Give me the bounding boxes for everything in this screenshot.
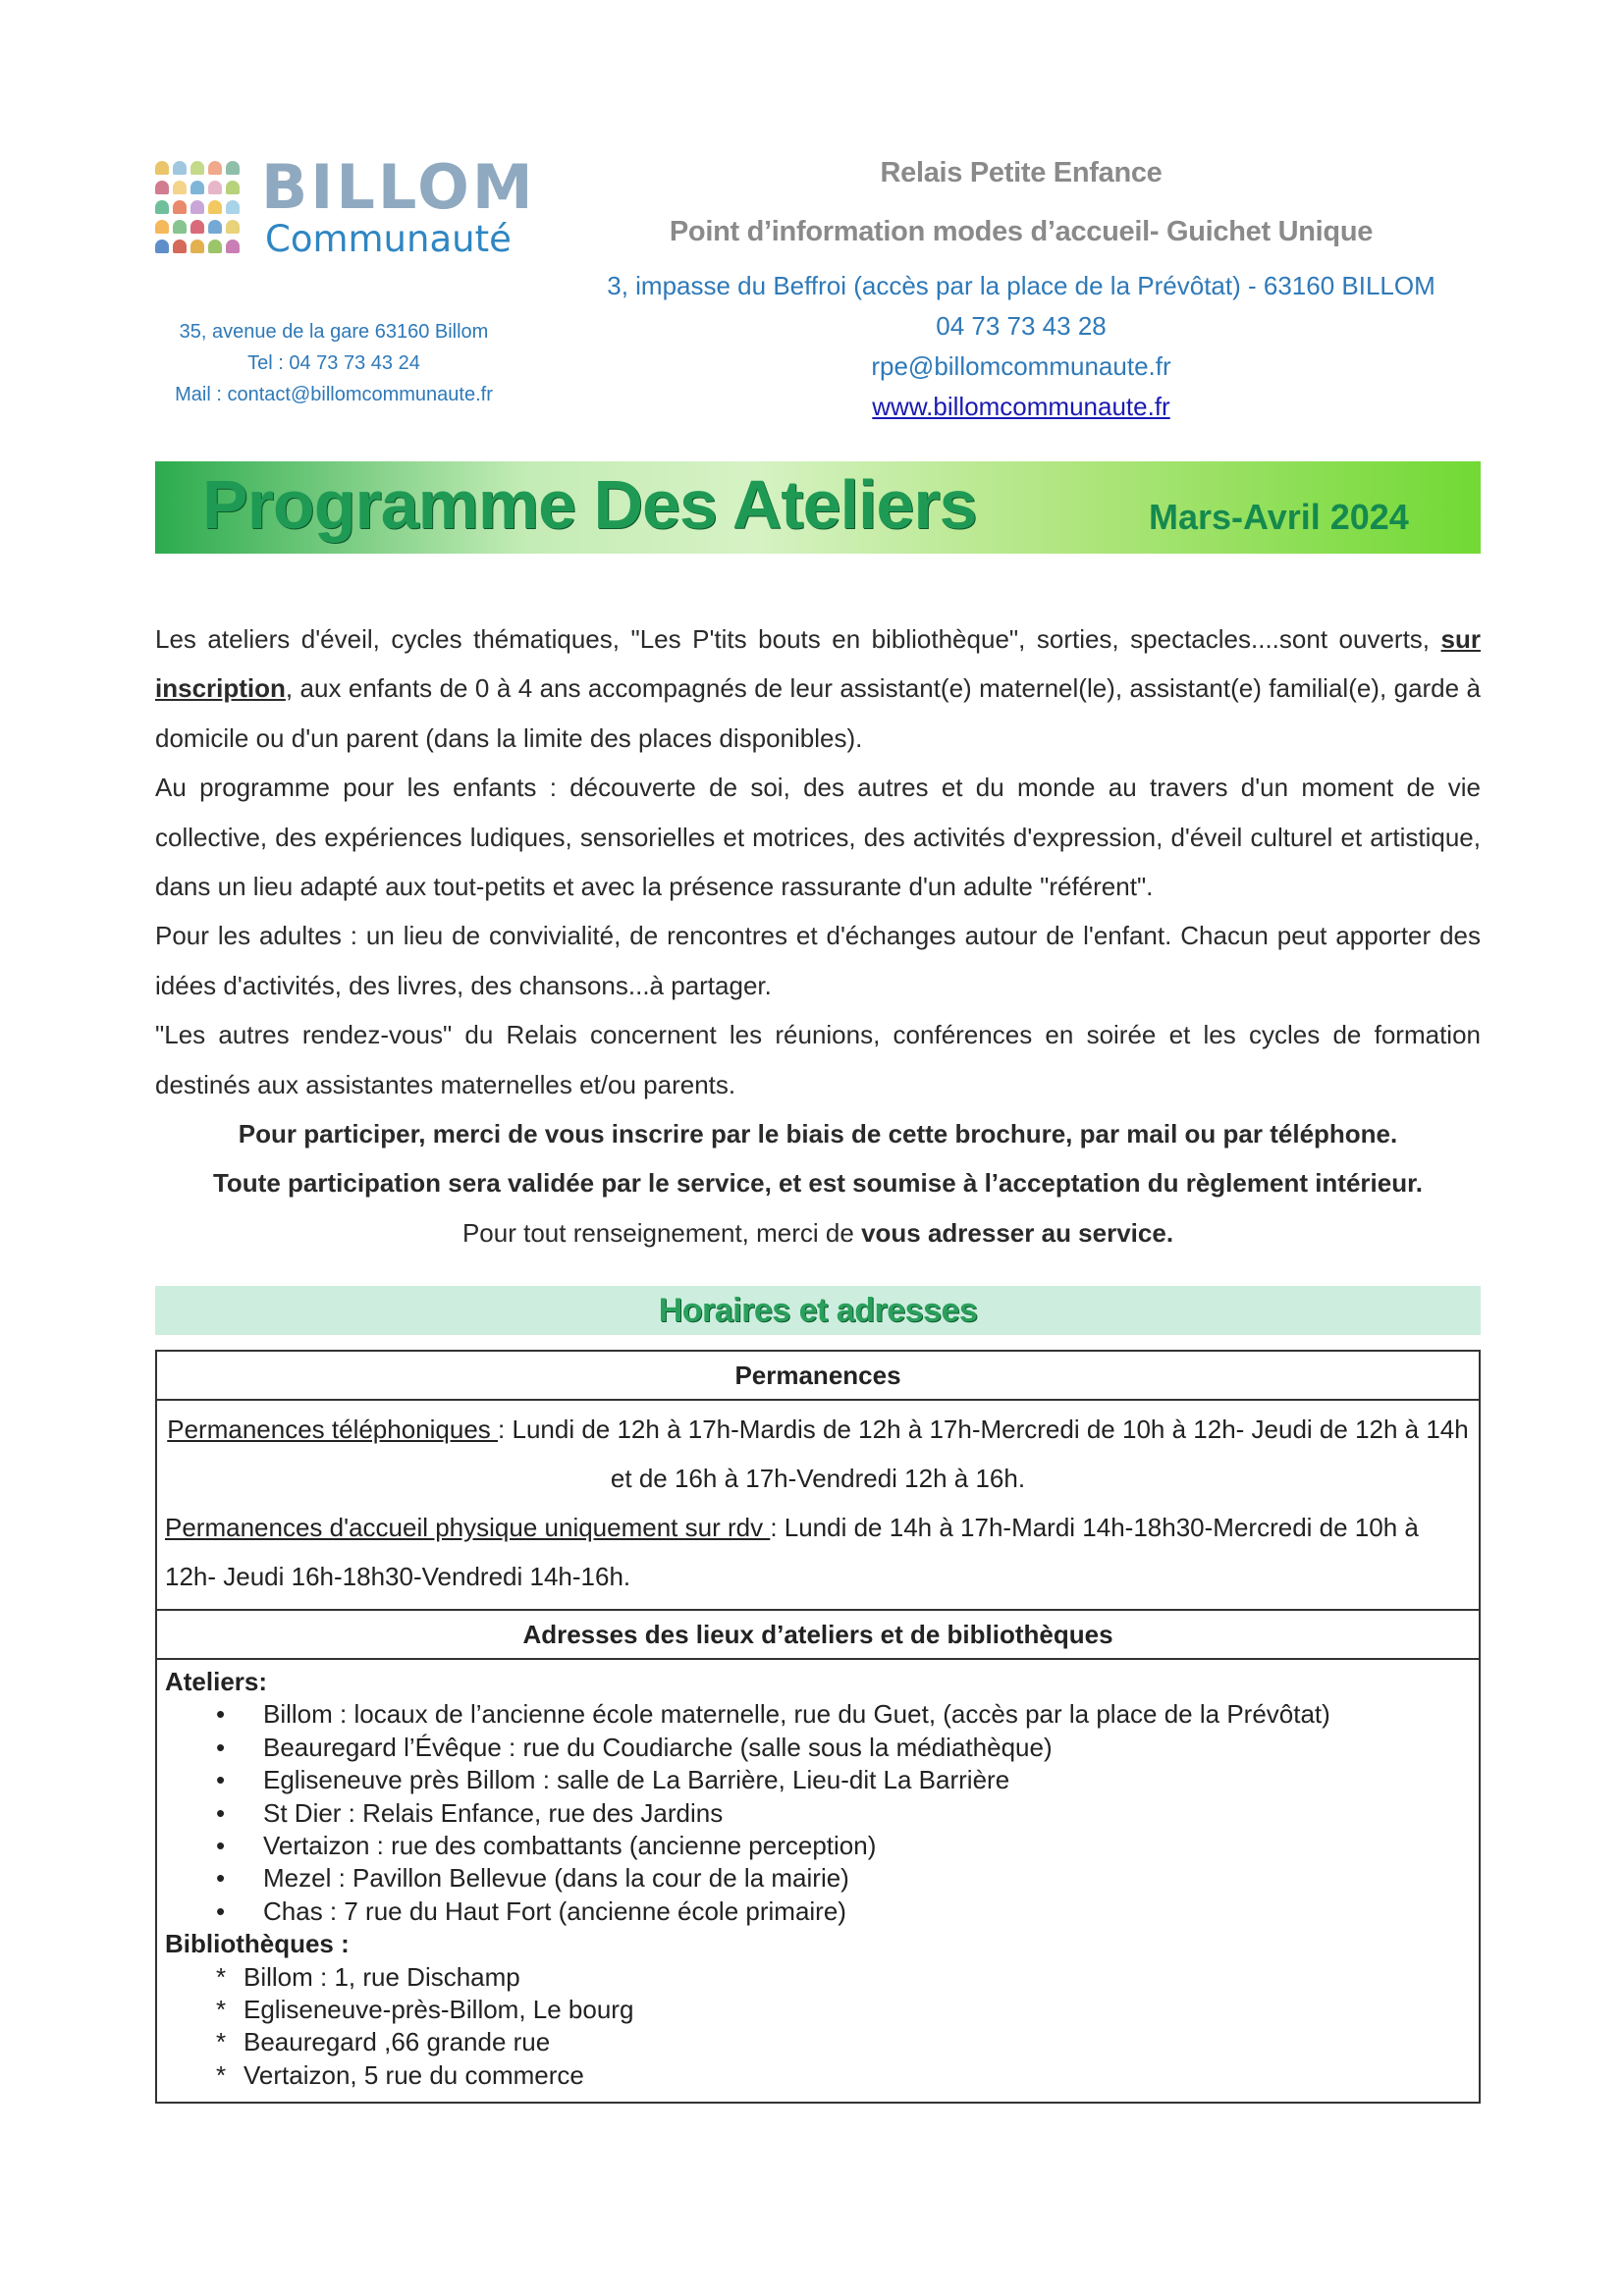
programme-banner	[155, 461, 1481, 554]
list-item: • Vertaizon : rue des combattants (ancienne perception)	[165, 1830, 1471, 1862]
list-item: • Chas : 7 rue du Haut Fort (ancienne école primaire)	[165, 1896, 1471, 1928]
permanences-header: Permanences	[156, 1351, 1480, 1400]
org-phone: Tel : 04 73 73 43 24	[247, 352, 420, 374]
bibliotheques-label: Bibliothèques :	[165, 1929, 350, 1959]
list-item: • Billom : locaux de l’ancienne école maternelle, rue du Guet, (accès par la place de la Prévôtat)	[165, 1698, 1471, 1731]
phone-hours: Permanences téléphoniques : Lundi de 12h à 17h-Mardis de 12h à 17h-Mercredi de 10h à 12h- Jeudi de 12h à 14h et de 16h à 17h-Vendredi 12h à 16h.	[167, 1415, 1469, 1493]
ateliers-label: Ateliers:	[165, 1667, 268, 1696]
contact-note: Pour tout renseignement, merci de vous adresser au service.	[461, 1217, 1174, 1248]
rpe-subtitle: Point d’information modes d’accueil- Guichet Unique	[669, 216, 1374, 247]
list-item: • Beauregard l’Évêque : rue du Coudiarche (salle sous la médiathèque)	[165, 1732, 1471, 1764]
visit-hours: Permanences d'accueil physique uniquement sur rdv : Lundi de 14h à 17h-Mardi 14h-18h30-Mercredi de 10h à 12h- Jeudi 16h-18h30-Vendredi 14h-16h.	[165, 1513, 1419, 1591]
org-contact	[147, 316, 520, 410]
list-item: • Mezel : Pavillon Bellevue (dans la cour de la mairie)	[165, 1862, 1471, 1895]
section-header-horaires	[155, 1286, 1481, 1335]
hours-addresses-table	[155, 1350, 1481, 2104]
org-email: Mail : contact@billomcommunaute.fr	[175, 384, 493, 405]
intro-text	[155, 614, 1481, 1257]
rpe-website-link[interactable]: www.billomcommunaute.fr	[872, 392, 1170, 421]
rpe-email[interactable]: rpe@billomcommunaute.fr	[871, 351, 1171, 381]
list-item: • Egliseneuve près Billom : salle de La Barrière, Lieu-dit La Barrière	[165, 1764, 1471, 1796]
addresses-header: Adresses des lieux d’ateliers et de bibliothèques	[156, 1610, 1480, 1659]
addresses-cell	[156, 1659, 1480, 2103]
logo-subtitle: Communauté	[265, 218, 512, 260]
rpe-title: Relais Petite Enfance	[880, 157, 1163, 188]
registration-emphasis: sur inscription	[155, 624, 1481, 704]
permanences-cell	[156, 1400, 1480, 1610]
validation-note: Toute participation sera validée par le service, et est soumise à l’acceptation du règlement intérieur.	[212, 1168, 1424, 1199]
list-item: * Egliseneuve-près-Billom, Le bourg	[165, 1994, 1471, 2026]
ateliers-list	[165, 1698, 1471, 1928]
list-item: • St Dier : Relais Enfance, rue des Jardins	[165, 1797, 1471, 1830]
rpe-header	[530, 152, 1512, 427]
rpe-address: 3, impasse du Beffroi (accès par la place de la Prévôtat) - 63160 BILLOM	[607, 271, 1435, 300]
intro-paragraph-3: Pour les adultes : un lieu de convivialité, de rencontres et d'échanges autour de l'enfant. Chacun peut apporter des idées d'activités, des livres, des chansons...à partager.	[155, 921, 1481, 1000]
intro-paragraph-4: "Les autres rendez-vous" du Relais concernent les réunions, conférences en soirée et les cycles de formation destinés aux assistantes maternelles et/ou parents.	[155, 1020, 1481, 1099]
list-item: * Beauregard ,66 grande rue	[165, 2026, 1471, 2058]
section-title: Horaires et adresses	[658, 1292, 978, 1329]
list-item: * Billom : 1, rue Dischamp	[165, 1961, 1471, 1994]
intro-paragraph-1: Les ateliers d'éveil, cycles thématiques, "Les P'tits bouts en bibliothèque", sorties, spectacles....sont ouverts, sur inscription, aux enfants de 0 à 4 ans accompagnés de leur assistant(e) maternel(le), assistant(e) familial(e), garde à domicile ou d'un parent (dans la limite des places disponibles).	[155, 624, 1481, 753]
banner-title: Programme Des Ateliers	[202, 466, 977, 543]
intro-paragraph-2: Au programme pour les enfants : découverte de soi, des autres et du monde au travers d'un moment de vie collective, des expériences ludiques, sensorielles et motrices, des activités d'expression, d'éveil culturel et artistique, dans un lieu adapté aux tout-petits et avec la présence rassurante d'un adulte "référent".	[155, 773, 1481, 902]
rpe-phone[interactable]: 04 73 73 43 28	[936, 311, 1107, 341]
billom-logo	[155, 151, 536, 265]
banner-dates: Mars-Avril 2024	[1149, 497, 1409, 537]
bibliotheques-list	[165, 1961, 1471, 2093]
list-item: * Vertaizon, 5 rue du commerce	[165, 2059, 1471, 2092]
logo-mosaic-icon	[155, 161, 242, 259]
org-address: 35, avenue de la gare 63160 Billom	[179, 321, 489, 343]
logo-name: BILLOM	[261, 151, 536, 223]
registration-note: Pour participer, merci de vous inscrire par le biais de cette brochure, par mail ou par téléphone.	[238, 1119, 1398, 1149]
